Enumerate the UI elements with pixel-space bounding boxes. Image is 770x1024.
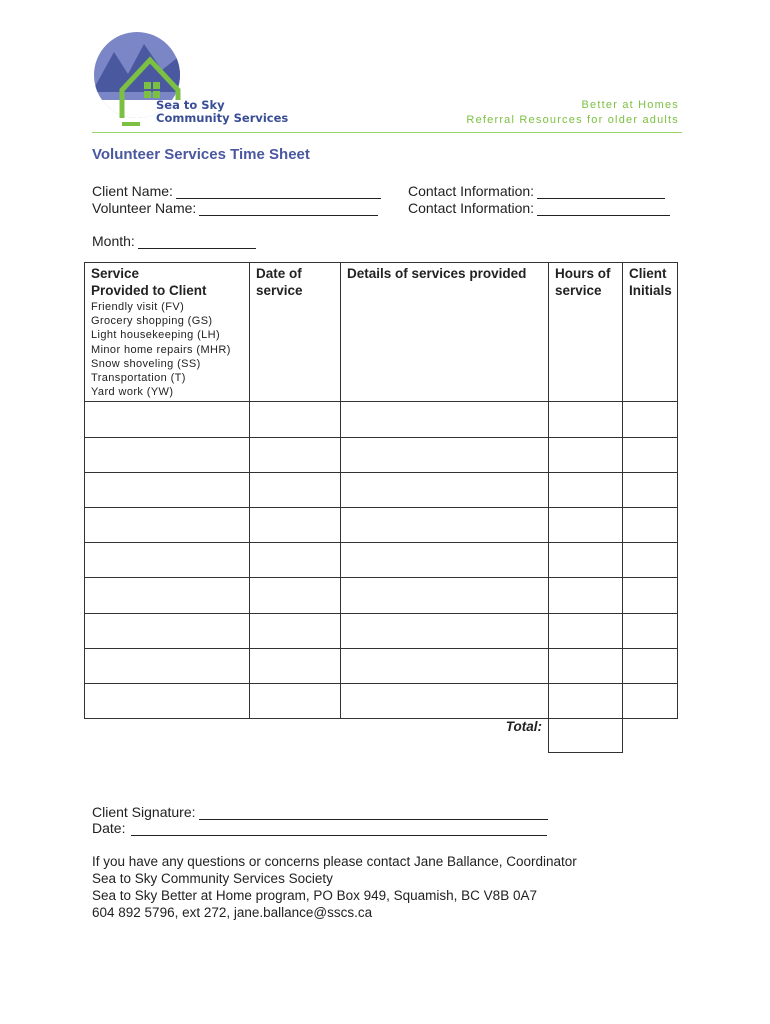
- date-cell[interactable]: [250, 683, 341, 718]
- details-cell[interactable]: [341, 648, 549, 683]
- date-line[interactable]: [131, 822, 547, 836]
- contact-info-line-2[interactable]: [537, 202, 670, 216]
- date-cell[interactable]: [250, 543, 341, 578]
- date-field[interactable]: [92, 820, 547, 836]
- service-code-item: Snow shoveling (SS): [91, 357, 201, 370]
- service-cell[interactable]: [85, 437, 250, 472]
- client-signature-label: Client Signature:: [92, 804, 196, 820]
- table-header-row: [85, 263, 678, 402]
- hours-header: [549, 263, 623, 402]
- date-header-line-2: service: [256, 283, 303, 298]
- service-header-subtitle: Provided to Client: [91, 283, 207, 298]
- service-header: [85, 263, 250, 402]
- timesheet-table: [84, 262, 678, 719]
- contact-info-field-2[interactable]: [408, 200, 670, 216]
- initials-cell[interactable]: [623, 507, 678, 542]
- initials-header-line-1: Client: [629, 266, 667, 281]
- table-row: [85, 472, 678, 507]
- date-cell[interactable]: [250, 613, 341, 648]
- details-cell[interactable]: [341, 613, 549, 648]
- hours-cell[interactable]: [549, 507, 623, 542]
- contact-info-field-1[interactable]: [408, 183, 665, 199]
- month-label: Month:: [92, 233, 135, 249]
- service-code-item: Friendly visit (FV): [91, 301, 185, 313]
- logo-line-1: Sea to Sky: [156, 98, 225, 112]
- contact-info-line-1[interactable]: [537, 185, 665, 199]
- service-code-item: Minor home repairs (MHR): [91, 343, 231, 356]
- service-cell[interactable]: [85, 683, 250, 718]
- service-header-title: Service: [91, 266, 140, 281]
- hours-cell[interactable]: [549, 543, 623, 578]
- table-row: [85, 648, 678, 683]
- date-cell[interactable]: [250, 578, 341, 613]
- contact-info-label-2: Contact Information:: [408, 200, 535, 216]
- initials-cell[interactable]: [623, 472, 678, 507]
- service-cell[interactable]: [85, 543, 250, 578]
- service-cell[interactable]: [85, 402, 250, 437]
- table-row: [85, 543, 678, 578]
- initials-cell[interactable]: [623, 437, 678, 472]
- table-row: [85, 507, 678, 542]
- table-row: [85, 613, 678, 648]
- initials-cell[interactable]: [623, 648, 678, 683]
- service-cell[interactable]: [85, 472, 250, 507]
- document-title: Volunteer Services Time Sheet: [92, 146, 310, 163]
- initials-cell[interactable]: [623, 613, 678, 648]
- hours-cell[interactable]: [549, 472, 623, 507]
- details-header-text: Details of services provided: [347, 266, 527, 281]
- details-cell[interactable]: [341, 437, 549, 472]
- service-code-item: Light housekeeping (LH): [91, 329, 221, 342]
- service-code-item: Transportation (T): [91, 372, 186, 385]
- header-divider: [92, 132, 682, 133]
- client-name-field[interactable]: [92, 183, 381, 199]
- contact-info-label-1: Contact Information:: [408, 183, 535, 199]
- date-label: Date:: [92, 820, 126, 836]
- initials-header: [623, 263, 678, 402]
- date-cell[interactable]: [250, 472, 341, 507]
- details-cell[interactable]: [341, 543, 549, 578]
- initials-cell[interactable]: [623, 683, 678, 718]
- date-header-line-1: Date of: [256, 266, 302, 281]
- contact-line-2: Sea to Sky Community Services Society: [92, 871, 333, 886]
- date-cell[interactable]: [250, 648, 341, 683]
- contact-line-1: If you have any questions or concerns please contact Jane Ballance, Coordinator: [92, 854, 577, 869]
- hours-cell[interactable]: [549, 402, 623, 437]
- contact-line-4: 604 892 5796, ext 272, jane.ballance@sscs.ca: [92, 905, 373, 920]
- details-cell[interactable]: [341, 578, 549, 613]
- service-codes-list: [91, 300, 243, 399]
- date-header: [250, 263, 341, 402]
- initials-cell[interactable]: [623, 578, 678, 613]
- initials-header-line-2: Initials: [629, 283, 672, 298]
- table-row: [85, 683, 678, 718]
- hours-header-line-2: service: [555, 283, 602, 298]
- initials-cell[interactable]: [623, 402, 678, 437]
- tagline-line-1: Better at Homes: [581, 99, 679, 111]
- date-cell[interactable]: [250, 437, 341, 472]
- client-name-label: Client Name:: [92, 183, 173, 199]
- service-cell[interactable]: [85, 578, 250, 613]
- organization-logo: [92, 30, 292, 130]
- total-hours-box[interactable]: [548, 717, 623, 753]
- service-code-item: Grocery shopping (GS): [91, 315, 213, 328]
- client-signature-line[interactable]: [199, 806, 548, 820]
- hours-cell[interactable]: [549, 683, 623, 718]
- table-row: [85, 578, 678, 613]
- hours-cell[interactable]: [549, 437, 623, 472]
- total-label: Total:: [505, 719, 542, 734]
- service-code-item: Yard work (YW): [91, 386, 174, 399]
- hours-cell[interactable]: [549, 648, 623, 683]
- service-cell[interactable]: [85, 613, 250, 648]
- volunteer-name-label: Volunteer Name:: [92, 200, 197, 216]
- client-signature-field[interactable]: [92, 804, 548, 820]
- volunteer-name-line[interactable]: [199, 202, 378, 216]
- month-field[interactable]: [92, 233, 256, 249]
- date-cell[interactable]: [250, 402, 341, 437]
- initials-cell[interactable]: [623, 543, 678, 578]
- table-row: [85, 402, 678, 437]
- timesheet-body: [85, 402, 678, 719]
- details-cell[interactable]: [341, 683, 549, 718]
- hours-cell[interactable]: [549, 578, 623, 613]
- tagline: [466, 98, 679, 128]
- tagline-line-2: Referral Resources for older adults: [466, 114, 679, 126]
- table-row: [85, 437, 678, 472]
- month-line[interactable]: [138, 235, 256, 249]
- service-cell[interactable]: [85, 648, 250, 683]
- logo-text: [156, 99, 288, 125]
- volunteer-name-field[interactable]: [92, 200, 378, 216]
- hours-cell[interactable]: [549, 613, 623, 648]
- details-cell[interactable]: [341, 507, 549, 542]
- service-cell[interactable]: [85, 507, 250, 542]
- contact-line-3: Sea to Sky Better at Home program, PO Box 949, Squamish, BC V8B 0A7: [92, 888, 537, 903]
- date-cell[interactable]: [250, 507, 341, 542]
- logo-line-2: Community Services: [156, 111, 289, 125]
- details-cell[interactable]: [341, 402, 549, 437]
- details-header: [341, 263, 549, 402]
- details-cell[interactable]: [341, 472, 549, 507]
- client-name-line[interactable]: [176, 185, 381, 199]
- contact-block: [92, 853, 577, 921]
- hours-header-line-1: Hours of: [555, 266, 611, 281]
